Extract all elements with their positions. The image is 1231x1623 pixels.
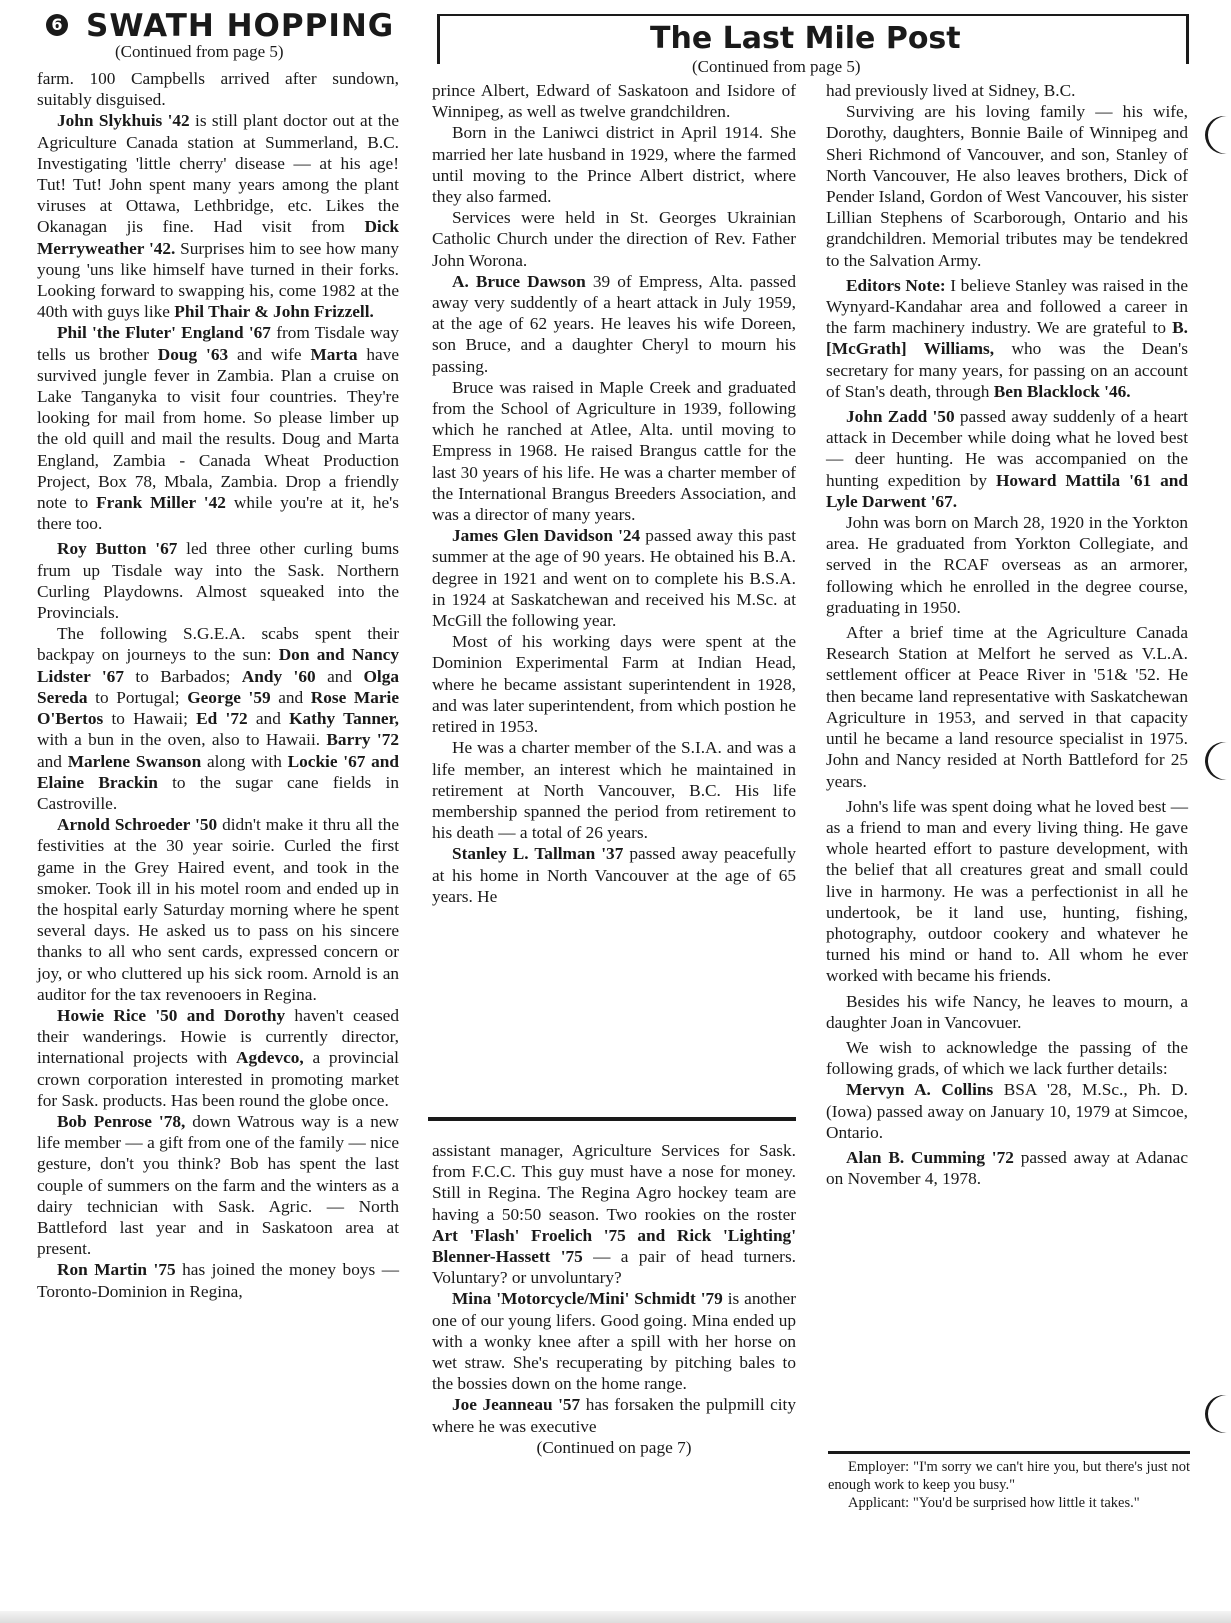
article-paragraph — [826, 80, 1188, 101]
bold-name-run: Doug '63 — [157, 344, 229, 364]
article-paragraph — [432, 207, 796, 271]
text-run: to Portugal; — [87, 687, 188, 707]
text-run: while you're at it, he's there too. — [37, 493, 400, 534]
joke-employer-line: Employer: "I'm sorry we can't hire you, but there's just not enough work to keep you busy." — [828, 1459, 1190, 1493]
bold-name-run: Dick Merryweather '42. — [37, 217, 399, 258]
swath-hopping-body — [37, 68, 399, 1302]
bold-name-run: Marlene Swanson — [67, 751, 202, 771]
text-run: is another one of our young lifers. Good going. Mina ended up with a wonky knee after a spill with her horse on wet straw. She's recuperating by pitching bales to the bossies down on the home range. — [432, 1289, 796, 1394]
obituaries-body — [432, 80, 796, 907]
bold-name-run: Kathy Tanner, — [289, 709, 399, 729]
bold-name-run: Mina 'Motorcycle/Mini' Schmidt '79 — [452, 1289, 723, 1309]
obituaries-continued-body — [826, 80, 1188, 1189]
continued-from-label: (Continued from page 5) — [115, 42, 284, 61]
article-paragraph — [37, 1111, 399, 1259]
text-run: John's life was spent doing what he loved best — as a friend to man and every living thing. He gave whole hearted effort to pasture development, with the belief that all creatures great and small could live in harmony. He was a perfectionist in all he undertook, be it land use, hunting, fishing, photography, outdoor cookery and whatever he turned his mind or hand to. All whom he ever worked with became his friends. — [826, 796, 1188, 986]
bold-name-run: Barry '72 — [326, 730, 399, 750]
bold-name-run: Don and Nancy Lidster '67 — [37, 645, 399, 686]
bold-name-run: Frank Miller '42 — [96, 493, 226, 513]
text-run: passed away at Adanac on November 4, 1978. — [826, 1147, 1188, 1189]
text-run: has forsaken the pulpmill city where he was executive — [432, 1395, 796, 1436]
text-run: a provincial crown corporation interested in promoting market for Sask. products. Has been round the globe once. — [37, 1048, 399, 1110]
bold-name-run: John Zadd '50 — [846, 407, 955, 427]
bold-name-run: Joe Jeanneau '57 — [452, 1395, 581, 1415]
text-run: passed away peacefully at his home in North Vancouver at the age of 65 years. He — [432, 844, 796, 906]
article-paragraph — [432, 80, 796, 122]
article-paragraph — [826, 406, 1188, 512]
bold-name-run: Howie Rice '50 and Dorothy — [57, 1005, 286, 1025]
article-paragraph — [432, 631, 796, 737]
article-paragraph — [37, 623, 399, 814]
text-run: haven't ceased their wanderings. Howie is currently director, international projects with — [37, 1005, 399, 1068]
article-paragraph — [37, 110, 399, 322]
bold-name-run: Phil 'the Fluter' England '67 — [57, 323, 271, 343]
bold-name-run: Howard Mattila '61 and Lyle Darwent '67. — [826, 470, 1188, 511]
text-run: with a bun in the oven, also to Hawaii. — [37, 730, 327, 750]
article-paragraph — [37, 68, 399, 110]
bold-name-run: Andy '60 — [241, 666, 316, 686]
section-number-badge: 6 — [46, 14, 68, 36]
bold-name-run: Editors Note: — [846, 275, 946, 295]
article-paragraph — [432, 377, 796, 525]
bold-name-run: B. [McGrath] Williams, — [826, 318, 1188, 359]
article-paragraph — [37, 538, 399, 623]
bold-name-run: John Slykhuis '42 — [57, 111, 190, 131]
article-paragraph — [826, 275, 1188, 402]
bold-name-run: Bob Penrose '78, — [57, 1111, 186, 1131]
text-run: who was the Dean's secretary for many years, for passing on an account of Stan's death, through — [826, 339, 1188, 401]
bold-name-run: Marta — [310, 344, 358, 364]
article-paragraph — [432, 122, 796, 207]
scan-bottom-edge — [0, 1611, 1231, 1623]
bold-name-run: Alan B. Cumming '72 — [846, 1147, 1014, 1167]
section-divider-rule — [428, 1117, 796, 1121]
text-run: and wife — [228, 344, 311, 364]
bold-name-run: George '59 — [187, 687, 271, 707]
article-paragraph — [826, 796, 1188, 987]
text-run: has joined the money boys — Toronto-Dominion in Regina, — [37, 1260, 399, 1301]
bold-name-run: Stanley L. Tallman '37 — [452, 844, 624, 864]
text-run: to Hawaii; — [103, 709, 197, 729]
text-run: Surprises him to see how many young 'uns like himself have turned in their forks. Looking forward to swapping his, come 1982 at the 40th with guys like — [37, 238, 400, 322]
continued-on-label: (Continued on page 7) — [536, 1437, 692, 1457]
bold-name-run: Agdevco, — [236, 1048, 304, 1068]
article-paragraph — [432, 1288, 796, 1394]
bold-name-run: Art 'Flash' Froelich '75 and Rick 'Lighting' Blenner-Hassett '75 — [432, 1225, 796, 1267]
text-run: Services were held in St. Georges Ukrainian Catholic Church under the direction of Rev. Father John Worona. — [432, 208, 796, 270]
text-run: Bruce was raised in Maple Creek and graduated from the School of Agriculture in 1939, following which he ranched at Atlee, Alta. until moving to Empress in 1968. He raised Brangus cattle for the last 30 years of his life. He was a charter member of the International Brangus Breeders Association, and was a director of many years. — [432, 377, 796, 525]
binder-hole-top — [1208, 116, 1231, 154]
article-paragraph — [826, 622, 1188, 792]
text-run: to Barbados; — [123, 666, 242, 686]
text-run: prince Albert, Edward of Saskatoon and Isidore of Winnipeg, as well as twelve grandchildren. — [432, 81, 796, 122]
text-run: had previously lived at Sidney, B.C. — [826, 81, 1076, 100]
bold-name-run: Lockie '67 and Elaine Brackin — [37, 751, 400, 792]
article-paragraph — [37, 814, 399, 1005]
article-paragraph — [432, 525, 796, 631]
article-paragraph — [432, 843, 796, 907]
bold-name-run: Rose Marie O'Bertos — [37, 687, 400, 729]
text-run: BSA '28, M.Sc., Ph. D. (Iowa) passed away on January 10, 1979 at Simcoe, Ontario. — [826, 1080, 1188, 1142]
text-run: along with — [201, 751, 288, 771]
text-run: farm. 100 Campbells arrived after sundown, suitably disguised. — [37, 69, 399, 110]
text-run: have survived jungle fever in Zambia. Plan a cruise on Lake Tanganyka to visit four countries. They're looking for mail from home. So please limber up the old quill and mail the results. Doug and Marta England, Zambia - Canada Wheat Production Project, Box 78, Mbala, Zambia. Drop a friendly note to — [37, 344, 399, 513]
text-run: and — [37, 751, 68, 771]
article-paragraph — [826, 991, 1188, 1033]
text-run: Born in the Laniwci district in April 1914. She married her late husband in 1929, where the farmed until moving to the Prince Albert district, where they also farmed. — [432, 123, 796, 207]
swath-hopping-title: SWATH HOPPING — [86, 8, 395, 44]
article-paragraph — [37, 1259, 399, 1301]
bold-name-run: Arnold Schroeder '50 — [57, 815, 218, 835]
text-run: assistant manager, Agriculture Services for Sask. from F.C.C. This guy must have a nose for money. Still in Regina. The Regina Agro hockey team are having a 50:50 season. Two rookies on the roster — [432, 1141, 796, 1224]
text-run: passed away suddenly of a heart attack in December while doing what he loved best — deer hunting. He was accompanied on the hunting expedition by — [826, 407, 1188, 490]
article-paragraph — [432, 1140, 796, 1288]
filler-joke — [828, 1459, 1190, 1512]
swath-hopping-header — [40, 6, 400, 44]
last-mile-continued-from: (Continued from page 5) — [692, 57, 861, 76]
text-run: The following S.G.E.A. scabs spent their backpay on journeys to the sun: — [37, 624, 399, 665]
text-run: He was a charter member of the S.I.A. and was a life member, an interest which he maintained in retirement at North Vancouver, B.C. His life membership spanned the period from retirement to his death — a total of 26 years. — [432, 738, 796, 843]
bold-name-run: A. Bruce Dawson — [452, 271, 586, 291]
bold-name-run: Ed '72 — [196, 709, 248, 729]
text-run: from Tisdale way tells us brother — [37, 323, 399, 364]
text-run: and — [247, 709, 290, 729]
bold-name-run: Phil Thair & John Frizzell. — [174, 302, 374, 322]
text-run: Besides his wife Nancy, he leaves to mourn, a daughter Joan in Vancovuer. — [826, 991, 1188, 1032]
joke-divider-rule — [828, 1451, 1190, 1454]
text-run: After a brief time at the Agriculture Canada Research Station at Melfort he served as V.L.A. settlement officer at Peace River in '51& '52. He then became land representative with Saskatchewan Agriculture in 1953, and served in that capacity until he became a land resource specialist in 1975. John and Nancy resided at North Battleford for 25 years. — [826, 623, 1188, 791]
bold-name-run: Mervyn A. Collins — [846, 1080, 994, 1100]
swath-continued-body — [432, 1140, 796, 1458]
text-run: led three other curling bums frum up Tisdale way into the Sask. Northern Curling Playdowns. Almost squeaked into the Provincials. — [37, 539, 399, 623]
text-run: and — [315, 666, 364, 686]
text-run: Most of his working days were spent at the Dominion Experimental Farm at Indian Head, where he became assistant superintendent in 1928, and was later superintendent, from which postion he retired in 1953. — [432, 632, 796, 737]
article-paragraph — [826, 1079, 1188, 1143]
article-paragraph — [826, 1037, 1188, 1079]
swath-continued-paragraphs — [432, 1140, 796, 1437]
text-run: We wish to acknowledge the passing of the following grads, of which we lack further details: — [826, 1037, 1188, 1079]
joke-applicant-line: Applicant: "You'd be surprised how little it takes." — [848, 1494, 1140, 1511]
article-paragraph — [432, 271, 796, 377]
binder-hole-bottom — [1208, 1395, 1231, 1433]
text-run: John was born on March 28, 1920 in the Yorkton area. He graduated from Yorkton Collegiate, and served in the RCAF overseas as an armorer, following which he enrolled in the degree course, graduating in 1950. — [826, 513, 1188, 617]
bold-name-run: Olga Sereda — [37, 666, 399, 707]
text-run: is still plant doctor out at the Agriculture Canada station at Summerland, B.C. Investigating 'little cherry' disease — at his age! Tut! Tut! John spent many years among the plant viruses at Ottawa, Lethbridge, etc. Likes the Okanagan jis fine. Had visit from — [37, 111, 399, 237]
binder-hole-middle — [1208, 742, 1231, 780]
article-paragraph — [432, 737, 796, 843]
text-run: down Watrous way is a new life member — a gift from one of the family — nice gesture, don't you think? Bob has spent the last couple of summers on the farm and the winters as a dairy technician with Sask. Agric. — North Battleford last year and in Saskatoon area at present. — [37, 1111, 399, 1259]
text-run: Surviving are his loving family — his wife, Dorothy, daughters, Bonnie Baile of Winnipeg and Sheri Richmond of Vancouver, and son, Stanley of North Vancouver, He also leaves brothers, Dick of Pender Island, Gordon of West Vancouver, his sister Lillian Stephens of Scarborough, Ontario and his grandchildren. Memorial tributes may be tendekred to the Salvation Army. — [826, 102, 1188, 270]
bold-name-run: Ben Blacklock '46. — [993, 381, 1131, 401]
text-run: didn't make it thru all the festivities at the 30 year soirie. Curled the first game in the Grey Haired event, and took in the smoker. Took ill in his motel room and ended up in the hospital early Saturday morning where he spent several days. He asked us to pass on his sincere thanks to all who sent cards, expressed concern or joy, or who cluttered up his sick room. Arnold is an auditor for the tax revenooers in Regina. — [37, 815, 399, 1004]
text-run: I believe Stanley was raised in the Wynyard-Kandahar area and followed a career in the farm machinery industry. We are grateful to — [826, 275, 1189, 338]
text-run: 39 of Empress, Alta. passed away very suddently of a heart attack in July 1959, at the age of 62 years. He leaves his wife Doreen, son Bruce, and a daughter Cheryl to mourn his passing. — [432, 271, 796, 376]
bold-name-run: James Glen Davidson '24 — [452, 526, 641, 546]
text-run: to the sugar cane fields in Castroville. — [37, 772, 399, 813]
article-paragraph — [37, 1005, 399, 1111]
text-run: passed away this past summer at the age of 90 years. He obtained his B.A. degree in 1921 and went on to complete his B.S.A. in 1924 at Saskatchewan and received his M.Sc. at McGill the following year. — [432, 526, 796, 631]
bold-name-run: Ron Martin '75 — [57, 1260, 176, 1280]
article-paragraph — [826, 101, 1188, 271]
bold-name-run: Roy Button '67 — [57, 539, 178, 559]
text-run: and — [270, 687, 311, 707]
article-paragraph — [826, 1147, 1188, 1189]
last-mile-post-title: The Last Mile Post — [650, 21, 961, 56]
article-paragraph — [37, 322, 399, 534]
text-run: — a pair of head turners. Voluntary? or unvoluntary? — [432, 1247, 796, 1288]
article-paragraph — [826, 512, 1188, 618]
article-paragraph — [432, 1394, 796, 1436]
